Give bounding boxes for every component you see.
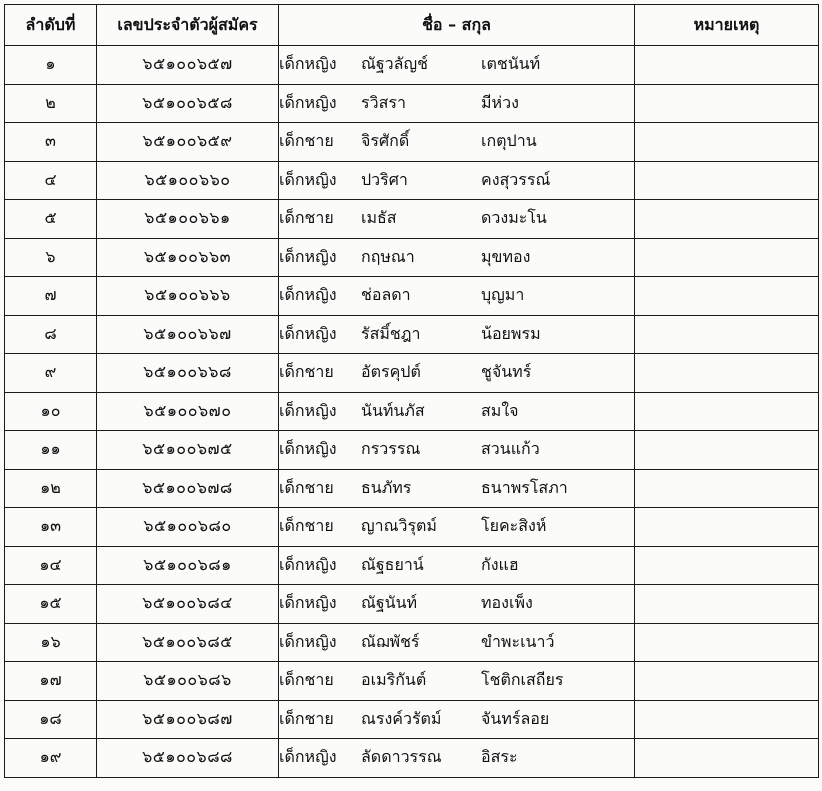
applicant-id-cell: ๖๕๑๐๐๖๖๐ (97, 161, 279, 200)
order-cell: ๑๐ (5, 392, 97, 431)
table-row (5, 623, 819, 662)
family-name: เตชนันท์ (481, 54, 541, 74)
family-name: กังแฮ (481, 554, 519, 574)
remark-cell (635, 238, 819, 277)
full-name-cell (279, 84, 635, 123)
order-cell: ๑๖ (5, 623, 97, 662)
given-name: ช่อลดา (361, 285, 411, 305)
header-order: ลำดับที่ (5, 5, 97, 46)
given-name: รวิสรา (361, 92, 406, 112)
table-row (5, 123, 819, 162)
full-name-cell (279, 238, 635, 277)
given-name: ณรงค์วรัตม์ (361, 708, 442, 728)
header-applicant-id: เลขประจำตัวผู้สมัคร (97, 5, 279, 46)
full-name-cell (279, 161, 635, 200)
order-cell: ๘ (5, 315, 97, 354)
order-cell: ๑ (5, 46, 97, 85)
name-prefix: เด็กหญิง (279, 323, 337, 343)
remark-cell (635, 315, 819, 354)
table-row (5, 585, 819, 624)
family-name: คงสุวรรณ์ (481, 169, 551, 189)
given-name: อัตรคุปต์ (361, 362, 421, 382)
applicant-id-cell: ๖๕๑๐๐๖๖๖ (97, 277, 279, 316)
applicant-id-cell: ๖๕๑๐๐๖๗๕ (97, 431, 279, 470)
remark-cell (635, 84, 819, 123)
remark-cell (635, 431, 819, 470)
applicant-id-cell: ๖๕๑๐๐๖๖๓ (97, 238, 279, 277)
order-cell: ๙ (5, 354, 97, 393)
remark-cell (635, 662, 819, 701)
family-name: ทองเพ็ง (481, 593, 533, 613)
order-cell: ๑๓ (5, 508, 97, 547)
name-prefix: เด็กหญิง (279, 593, 337, 613)
family-name: จันทร์ลอย (481, 708, 550, 728)
full-name-cell (279, 46, 635, 85)
given-name: อเมริกันต์ (361, 670, 427, 690)
given-name: ณัฐนันท์ (361, 593, 418, 613)
name-prefix: เด็กชาย (279, 516, 334, 536)
family-name: สมใจ (481, 400, 519, 420)
family-name: ขำพะเนาว์ (481, 631, 555, 651)
full-name-cell (279, 277, 635, 316)
given-name: กรวรรณ (361, 439, 421, 459)
given-name: ธนภัทร (361, 477, 412, 497)
table-row (5, 546, 819, 585)
given-name: เมธัส (361, 208, 397, 228)
family-name: อิสระ (481, 747, 518, 767)
order-cell: ๑๘ (5, 700, 97, 739)
given-name: ณัฐวลัญช์ (361, 54, 428, 74)
name-prefix: เด็กหญิง (279, 747, 337, 767)
table-body (5, 46, 819, 778)
family-name: ดวงมะโน (481, 208, 547, 228)
family-name: ธนาพรโสภา (481, 477, 568, 497)
full-name-cell (279, 431, 635, 470)
order-cell: ๑๕ (5, 585, 97, 624)
table-row (5, 431, 819, 470)
given-name: ญาณวิรุตม์ (361, 516, 437, 536)
applicant-id-cell: ๖๕๑๐๐๖๘๔ (97, 585, 279, 624)
name-prefix: เด็กหญิง (279, 439, 337, 459)
table-row (5, 238, 819, 277)
given-name: จิรศักดิ์ (361, 131, 410, 151)
table-row (5, 739, 819, 778)
header-full-name: ชื่อ – สกุล (279, 5, 635, 46)
full-name-cell (279, 354, 635, 393)
name-prefix: เด็กชาย (279, 670, 334, 690)
name-prefix: เด็กหญิง (279, 400, 337, 420)
name-prefix: เด็กชาย (279, 131, 334, 151)
order-cell: ๑๔ (5, 546, 97, 585)
remark-cell (635, 277, 819, 316)
full-name-cell (279, 469, 635, 508)
family-name: มุขทอง (481, 246, 531, 266)
applicant-id-cell: ๖๕๑๐๐๖๖๑ (97, 200, 279, 239)
remark-cell (635, 392, 819, 431)
table-row (5, 469, 819, 508)
family-name: ชูจันทร์ (481, 362, 532, 382)
name-prefix: เด็กหญิง (279, 92, 337, 112)
name-prefix: เด็กหญิง (279, 631, 337, 651)
order-cell: ๓ (5, 123, 97, 162)
name-prefix: เด็กชาย (279, 208, 334, 228)
name-prefix: เด็กชาย (279, 708, 334, 728)
order-cell: ๗ (5, 277, 97, 316)
applicant-id-cell: ๖๕๑๐๐๖๘๑ (97, 546, 279, 585)
given-name: ณัฌพัชร์ (361, 631, 420, 651)
remark-cell (635, 469, 819, 508)
applicant-id-cell: ๖๕๑๐๐๖๗๐ (97, 392, 279, 431)
full-name-cell (279, 200, 635, 239)
applicant-id-cell: ๖๕๑๐๐๖๕๗ (97, 46, 279, 85)
applicant-id-cell: ๖๕๑๐๐๖๘๘ (97, 739, 279, 778)
name-prefix: เด็กหญิง (279, 554, 337, 574)
applicant-id-cell: ๖๕๑๐๐๖๘๕ (97, 623, 279, 662)
remark-cell (635, 700, 819, 739)
order-cell: ๑๑ (5, 431, 97, 470)
name-prefix: เด็กชาย (279, 477, 334, 497)
header-remark: หมายเหตุ (635, 5, 819, 46)
applicant-id-cell: ๖๕๑๐๐๖๖๗ (97, 315, 279, 354)
order-cell: ๑๒ (5, 469, 97, 508)
applicant-id-cell: ๖๕๑๐๐๖๕๙ (97, 123, 279, 162)
order-cell: ๕ (5, 200, 97, 239)
full-name-cell (279, 700, 635, 739)
full-name-cell (279, 623, 635, 662)
table-row (5, 161, 819, 200)
family-name: สวนแก้ว (481, 439, 540, 459)
remark-cell (635, 585, 819, 624)
family-name: มีห่วง (481, 92, 519, 112)
given-name: นันท์นภัส (361, 400, 425, 420)
applicant-id-cell: ๖๕๑๐๐๖๘๖ (97, 662, 279, 701)
full-name-cell (279, 546, 635, 585)
order-cell: ๑๙ (5, 739, 97, 778)
full-name-cell (279, 123, 635, 162)
table-row (5, 662, 819, 701)
remark-cell (635, 161, 819, 200)
given-name: ลัดดาวรรณ (361, 747, 442, 767)
remark-cell (635, 739, 819, 778)
table-header-row (5, 5, 819, 46)
remark-cell (635, 123, 819, 162)
table-row (5, 392, 819, 431)
table-row (5, 46, 819, 85)
full-name-cell (279, 392, 635, 431)
table-row (5, 277, 819, 316)
name-prefix: เด็กหญิง (279, 169, 337, 189)
full-name-cell (279, 585, 635, 624)
order-cell: ๖ (5, 238, 97, 277)
remark-cell (635, 200, 819, 239)
family-name: น้อยพรม (481, 323, 541, 343)
order-cell: ๑๗ (5, 662, 97, 701)
remark-cell (635, 508, 819, 547)
table-row (5, 200, 819, 239)
table-row (5, 700, 819, 739)
full-name-cell (279, 315, 635, 354)
full-name-cell (279, 508, 635, 547)
remark-cell (635, 46, 819, 85)
name-prefix: เด็กชาย (279, 362, 334, 382)
given-name: กฤษณา (361, 246, 415, 266)
applicant-roster-table (4, 4, 819, 778)
applicant-id-cell: ๖๕๑๐๐๖๗๘ (97, 469, 279, 508)
table-row (5, 315, 819, 354)
family-name: เกตุปาน (481, 131, 537, 151)
family-name: โชติกเสถียร (481, 670, 564, 690)
family-name: บุญมา (481, 285, 525, 305)
name-prefix: เด็กหญิง (279, 54, 337, 74)
family-name: โยคะสิงห์ (481, 516, 547, 536)
table-row (5, 508, 819, 547)
name-prefix: เด็กหญิง (279, 246, 337, 266)
name-prefix: เด็กหญิง (279, 285, 337, 305)
remark-cell (635, 546, 819, 585)
applicant-id-cell: ๖๕๑๐๐๖๘๐ (97, 508, 279, 547)
order-cell: ๒ (5, 84, 97, 123)
given-name: รัสมิ์ชฎา (361, 323, 421, 343)
applicant-id-cell: ๖๕๑๐๐๖๘๗ (97, 700, 279, 739)
applicant-id-cell: ๖๕๑๐๐๖๖๘ (97, 354, 279, 393)
remark-cell (635, 354, 819, 393)
applicant-id-cell: ๖๕๑๐๐๖๕๘ (97, 84, 279, 123)
full-name-cell (279, 739, 635, 778)
remark-cell (635, 623, 819, 662)
table-row (5, 84, 819, 123)
table-row (5, 354, 819, 393)
full-name-cell (279, 662, 635, 701)
order-cell: ๔ (5, 161, 97, 200)
given-name: ปวริศา (361, 169, 408, 189)
given-name: ณัฐธยาน์ (361, 554, 424, 574)
